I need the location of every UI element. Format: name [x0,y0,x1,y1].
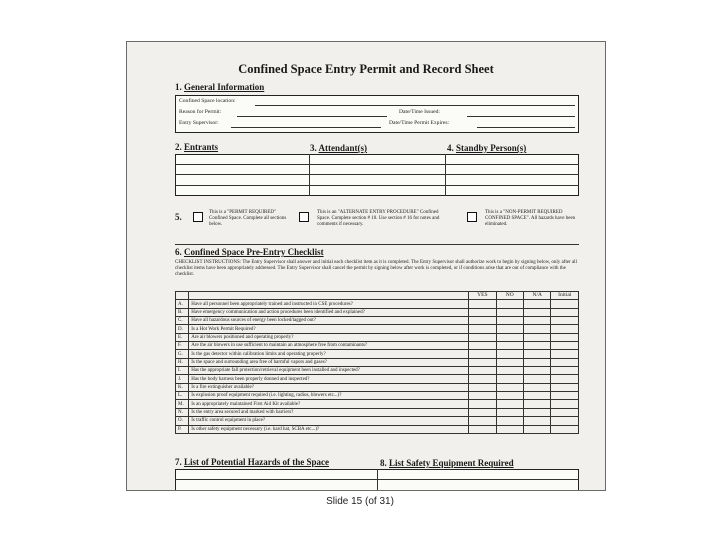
yes-cell[interactable] [469,325,496,333]
checklist-row [176,408,579,416]
permit-required-checkbox[interactable] [193,212,203,222]
general-info-heading [175,82,264,92]
checklist-row [176,333,579,341]
initial-cell[interactable] [551,400,579,408]
section-number: 1. [175,82,182,92]
checklist-header-row [176,292,579,300]
permit-required-text: This is a "PERMIT REQUIRED" Confined Space. Complete all sections below. [209,210,287,228]
no-cell[interactable] [496,400,523,408]
grid-divider [377,469,378,491]
non-permit-text: This is a "NON-PERMIT REQUIRED CONFINED SPACE". All hazards have been eliminated. [485,210,576,228]
no-cell[interactable] [496,367,523,375]
yes-cell[interactable] [469,400,496,408]
location-field[interactable] [255,105,575,106]
checklist-row [176,325,579,333]
checklist-row [176,375,579,383]
na-cell[interactable] [524,358,551,366]
initial-cell[interactable] [551,317,579,325]
initial-cell[interactable] [551,383,579,391]
section-title: General Information [184,82,265,92]
item-question: Have all personnel been appropriately trained and instructed in CSE procedures? [189,300,469,308]
initial-cell[interactable] [551,375,579,383]
date-expires-label: Date/Time Permit Expires: [389,120,450,126]
yes-cell[interactable] [469,367,496,375]
section-number: 4. [447,143,454,153]
grid-divider [445,154,446,196]
supervisor-field[interactable] [231,127,381,128]
item-letter: N. [176,408,189,416]
grid-divider [309,154,310,196]
checklist-table [175,291,579,434]
item-question: Have all hazardous sources of energy been locked/tagged out? [189,317,469,325]
date-issued-label: Date/Time Issued: [399,109,440,115]
na-cell[interactable] [524,417,551,425]
no-cell[interactable] [496,417,523,425]
yes-cell[interactable] [469,308,496,316]
yes-cell[interactable] [469,350,496,358]
item-letter: D. [176,325,189,333]
item-letter: P. [176,425,189,433]
grid-line [175,174,579,175]
yes-cell[interactable] [469,408,496,416]
section-title: List Safety Equipment Required [389,458,514,468]
item-letter: F. [176,342,189,350]
alternate-entry-checkbox[interactable] [299,212,309,222]
initial-cell[interactable] [551,358,579,366]
col-no: NO [496,292,523,300]
na-cell[interactable] [524,367,551,375]
na-cell[interactable] [524,342,551,350]
na-cell[interactable] [524,408,551,416]
na-cell[interactable] [524,308,551,316]
item-question: Is the entry area secured and marked with barriers? [189,408,469,416]
no-cell[interactable] [496,408,523,416]
reason-label: Reason for Permit: [179,109,222,115]
item-question: Is explosion proof equipment required (i.e. lighting, radios, blowers etc...)? [189,392,469,400]
no-cell[interactable] [496,350,523,358]
initial-cell[interactable] [551,325,579,333]
na-cell[interactable] [524,375,551,383]
na-cell[interactable] [524,317,551,325]
section-number: 7. [175,457,182,467]
na-cell[interactable] [524,425,551,433]
alternate-entry-text: This is an "ALTERNATE ENTRY PROCEDURE" Confined Space. Complete section # 10. Use section # 16 for notes and comments if necessary. [317,210,440,228]
yes-cell[interactable] [469,342,496,350]
item-question: Is the space and surrounding area free of harmful vapors and gases? [189,358,469,366]
checklist-row [176,417,579,425]
item-question: Have emergency communication and action procedures been identified and explained? [189,308,469,316]
initial-cell[interactable] [551,342,579,350]
checklist-row [176,425,579,433]
item-letter: M. [176,400,189,408]
item-letter: I. [176,367,189,375]
section-title: Entrants [184,142,219,152]
na-cell[interactable] [524,392,551,400]
na-cell[interactable] [524,383,551,391]
checklist-row [176,317,579,325]
checklist-row [176,367,579,375]
yes-cell[interactable] [469,383,496,391]
no-cell[interactable] [496,392,523,400]
section-number: 6. [175,247,182,257]
na-cell[interactable] [524,400,551,408]
checklist-row [176,400,579,408]
col-initial: Initial [551,292,579,300]
form-title: Confined Space Entry Permit and Record Sheet [238,62,494,76]
initial-cell[interactable] [551,350,579,358]
item-letter: L. [176,392,189,400]
item-letter: H. [176,358,189,366]
item-question: Are the air blowers in use sufficient to maintain an atmosphere free from contaminants? [189,342,469,350]
date-issued-field[interactable] [467,116,575,117]
checklist-row [176,358,579,366]
checklist-row [176,392,579,400]
grid-line [175,185,579,186]
grid-line [175,164,579,165]
col-yes: YES [469,292,496,300]
initial-cell[interactable] [551,333,579,341]
item-letter: A. [176,300,189,308]
item-question: Has the appropriate fall protection/retrieval equipment been installed and inspected? [189,367,469,375]
yes-cell[interactable] [469,417,496,425]
no-cell[interactable] [496,308,523,316]
col-na: N/A [524,292,551,300]
entrants-heading [175,142,218,152]
blank-header [189,292,469,300]
checklist-row [176,308,579,316]
non-permit-checkbox[interactable] [467,212,477,222]
item-question: Is an appropriately maintained First Aid Kit available? [189,400,469,408]
item-question: Are air blowers positioned and operating properly? [189,333,469,341]
item-question: Is other safety equipment necessary (i.e. hard hat, SCBA etc...)? [189,425,469,433]
item-letter: J. [176,375,189,383]
no-cell[interactable] [496,358,523,366]
no-cell[interactable] [496,325,523,333]
item-question: Is a Hot Work Permit Required? [189,325,469,333]
na-cell[interactable] [524,333,551,341]
checklist-row [176,350,579,358]
permit-photo [126,41,606,491]
item-letter: O. [176,417,189,425]
no-cell[interactable] [496,375,523,383]
section-number: 8. [380,458,387,468]
no-cell[interactable] [496,300,523,308]
divider [175,244,579,245]
section5-number: 5. [175,212,182,222]
checklist-row [176,383,579,391]
checklist-heading [175,247,324,257]
no-cell[interactable] [496,333,523,341]
date-expires-field[interactable] [477,127,575,128]
item-question: Is traffic control equipment in place? [189,417,469,425]
supervisor-label: Entry Supervisor: [179,120,219,126]
checklist-row [176,300,579,308]
item-letter: B. [176,308,189,316]
yes-cell[interactable] [469,392,496,400]
yes-cell[interactable] [469,333,496,341]
yes-cell[interactable] [469,317,496,325]
reason-field[interactable] [237,116,387,117]
no-cell[interactable] [496,317,523,325]
item-letter: C. [176,317,189,325]
yes-cell[interactable] [469,358,496,366]
no-cell[interactable] [496,383,523,391]
section-title: Confined Space Pre-Entry Checklist [184,247,324,257]
blank-header [176,292,189,300]
yes-cell[interactable] [469,300,496,308]
yes-cell[interactable] [469,425,496,433]
section-title: Standby Person(s) [456,143,527,153]
no-cell[interactable] [496,425,523,433]
slide-caption: Slide 15 (of 31) [326,496,394,507]
initial-cell[interactable] [551,367,579,375]
initial-cell[interactable] [551,408,579,416]
no-cell[interactable] [496,342,523,350]
initial-cell[interactable] [551,392,579,400]
section-number: 3. [310,143,317,153]
personnel-grid [175,154,579,196]
checklist-instructions: CHECKLIST INSTRUCTIONS: The Entry Supervisor shall answer and initial each checklist item as it is completed. The Entry Supervisor shall authorize work to begin by signing below, only after all checklist items have been appropriately addressed. The Entry Supervisor shall cancel the permit by signing below after work is completed, or if conditions arise that are out of compliance with the checklist. [175,260,577,278]
section-title: Attendant(s) [318,143,368,153]
item-question: Has the body harness been properly donned and inspected? [189,375,469,383]
initial-cell[interactable] [551,300,579,308]
location-label: Confined Space location: [179,98,236,104]
na-cell[interactable] [524,350,551,358]
hazards-heading [175,457,329,467]
initial-cell[interactable] [551,425,579,433]
na-cell[interactable] [524,325,551,333]
attendants-heading [310,143,367,153]
item-question: Is a fire extinguisher available? [189,383,469,391]
initial-cell[interactable] [551,417,579,425]
item-letter: E. [176,333,189,341]
yes-cell[interactable] [469,375,496,383]
equipment-heading [380,458,514,468]
section-number: 2. [175,142,182,152]
item-question: Is the gas detector within calibration limits and operating properly? [189,350,469,358]
item-letter: G. [176,350,189,358]
initial-cell[interactable] [551,308,579,316]
section-title: List of Potential Hazards of the Space [184,457,329,467]
na-cell[interactable] [524,300,551,308]
standby-heading [447,143,526,153]
item-letter: K. [176,383,189,391]
checklist-row [176,342,579,350]
